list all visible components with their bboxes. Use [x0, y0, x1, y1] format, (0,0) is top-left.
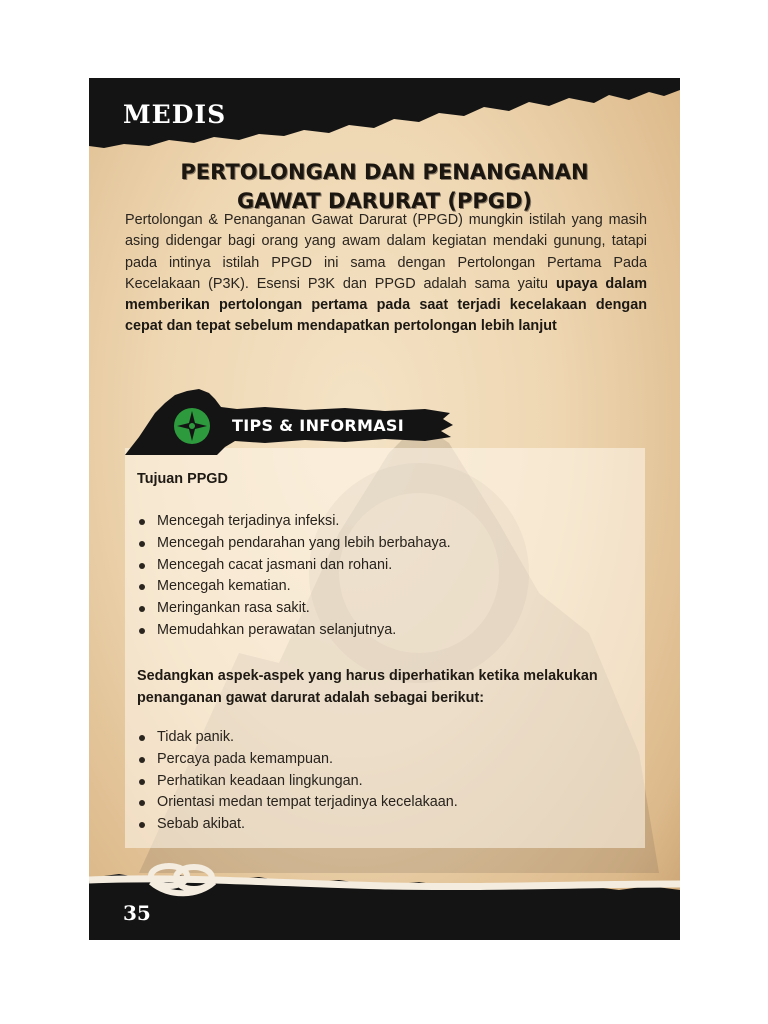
page-title — [89, 158, 680, 216]
rope-footer-band — [89, 848, 680, 940]
list-item: Tidak panik. — [137, 727, 458, 749]
book-page — [89, 78, 680, 940]
intro-paragraph — [125, 210, 647, 338]
list-item: Mencegah kematian. — [137, 576, 451, 598]
list-item: Mencegah terjadinya infeksi. — [137, 511, 451, 533]
compass-icon — [167, 396, 217, 450]
list-item: Perhatikan keadaan lingkungan. — [137, 771, 458, 793]
page-number: 35 — [123, 901, 151, 925]
list-item: Mencegah cacat jasmani dan rohani. — [137, 555, 451, 577]
title-line-2: GAWAT DARURAT (PPGD) — [236, 189, 532, 213]
intro-emphasis: upaya dalam memberikan pertolongan pertama pada saat terjadi kecelakaan dengan cepat dan tepat sebelum mendapatkan pertolongan lebih lanjut — [125, 275, 648, 335]
aspect-heading: Sedangkan aspek-aspek yang harus diperhatikan ketika melakukan penanganan gawat darurat adalah sebagai berikut: — [137, 668, 598, 706]
list-item: Mencegah pendarahan yang lebih berbahaya. — [137, 533, 451, 555]
tips-label: TIPS & INFORMASI — [232, 416, 404, 435]
list-item: Orientasi medan tempat terjadinya kecelakaan. — [137, 792, 458, 814]
goals-list — [137, 511, 451, 642]
list-item: Meringankan rasa sakit. — [137, 598, 451, 620]
goal-heading: Tujuan PPGD — [137, 471, 228, 487]
intro-text: Pertolongan & Penanganan Gawat Darurat (PPGD) mungkin istilah yang masih asing didengar bagi orang yang awam dalam kegiatan mendaki gunung, tatapi pada intinya istilah PPGD ini sama dengan Pertolongan Pertama Pada Kecelakaan (P3K). Esensi P3K dan PPGD adalah sama yaitu — [125, 212, 647, 292]
list-item: Memudahkan perawatan selanjutnya. — [137, 620, 451, 642]
list-item: Percaya pada kemampuan. — [137, 749, 458, 771]
aspects-list — [137, 727, 458, 836]
list-item: Sebab akibat. — [137, 814, 458, 836]
title-line-1: PERTOLONGAN DAN PENANGANAN — [180, 160, 589, 184]
section-tag: MEDIS — [123, 100, 227, 129]
